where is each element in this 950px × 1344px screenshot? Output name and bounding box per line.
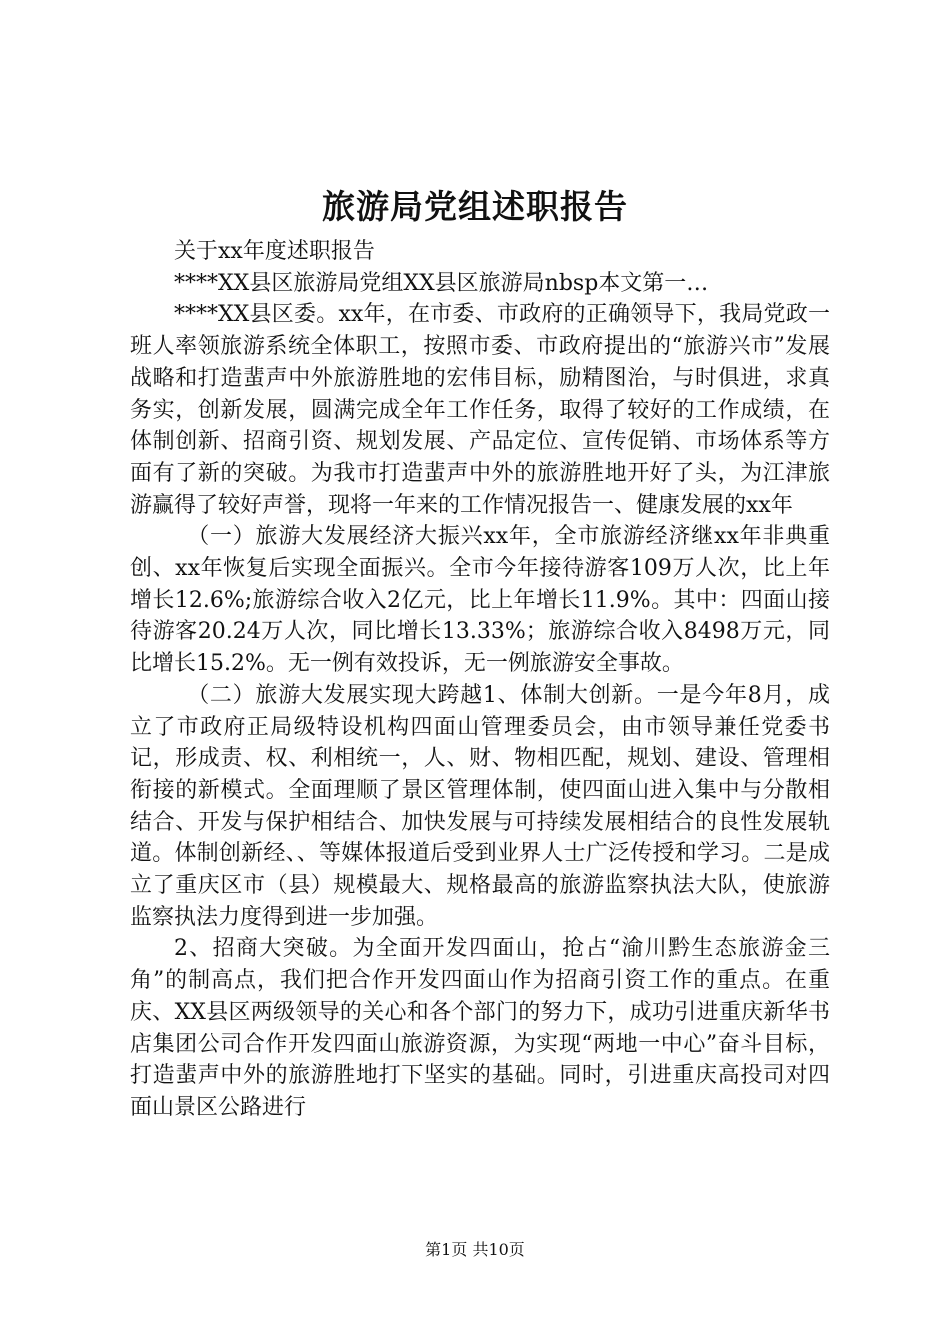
paragraph-header-line: ****XX县区旅游局党组XX县区旅游局nbsp本文第一… <box>174 270 709 296</box>
document-title: 旅游局党组述职报告 <box>322 187 628 226</box>
paragraph-section-two: （二）旅游大发展实现大跨越1、体制大创新。一是今年8月，成立了市政府正局级特设机构四面山管理委员会，由市领导兼任党委书记，形成责、权、利相统一，人、财、物相匹配，规划、建设、管理相衔接的新模式。全面理顺了景区管理体制，使四面山进入集中与分散相结合、开发与保护相结合、加快发展与可持续发展相结合的良性发展轨道。体制创新经、、等媒体报道后受到业界人士广泛传授和学习。二是成立了重庆区市（县）规模最大、规格最高的旅游监察执法大队，使旅游监察执法力度得到进一步加强。 <box>130 682 830 930</box>
paragraph-intro: ****XX县区委。xx年，在市委、市政府的正确领导下，我局党政一班人率领旅游系统全体职工，按照市委、市政府提出的“旅游兴市”发展战略和打造蜚声中外旅游胜地的宏伟目标，励精图治，与时俱进，求真务实，创新发展，圆满完成全年工作任务，取得了较好的工作成绩，在体制创新、招商引资、规划发展、产品定位、宣传促销、市场体系等方面有了新的突破。为我市打造蜚声中外的旅游胜地开好了头，为江津旅游赢得了较好声誉，现将一年来的工作情况报告一、健康发展的xx年 <box>130 302 830 518</box>
paragraph-investment: 2、招商大突破。为全面开发四面山，抢占“渝川黔生态旅游金三角”的制高点，我们把合作开发四面山作为招商引资工作的重点。在重庆、XX县区两级领导的关心和各个部门的努力下，成功引进重庆新华书店集团公司合作开发四面山旅游资源，为实现“两地一中心”奋斗目标，打造蜚声中外的旅游胜地打下坚实的基础。同时，引进重庆高投司对四面山景区公路进行 <box>130 936 830 1120</box>
page-footer: 第1页 共10页 <box>425 1240 525 1259</box>
paragraph-section-one: （一）旅游大发展经济大振兴xx年，全市旅游经济继xx年非典重创、xx年恢复后实现全面振兴。全市今年接待游客109万人次，比上年增长12.6%;旅游综合收入2亿元，比上年增长11.9%。其中：四面山接待游客20.24万人次，同比增长13.33%；旅游综合收入8498万元，同比增长15.2%。无一例有效投诉，无一例旅游安全事故。 <box>130 524 830 677</box>
document-body <box>130 236 830 1124</box>
paragraph-subtitle: 关于xx年度述职报告 <box>174 239 375 264</box>
